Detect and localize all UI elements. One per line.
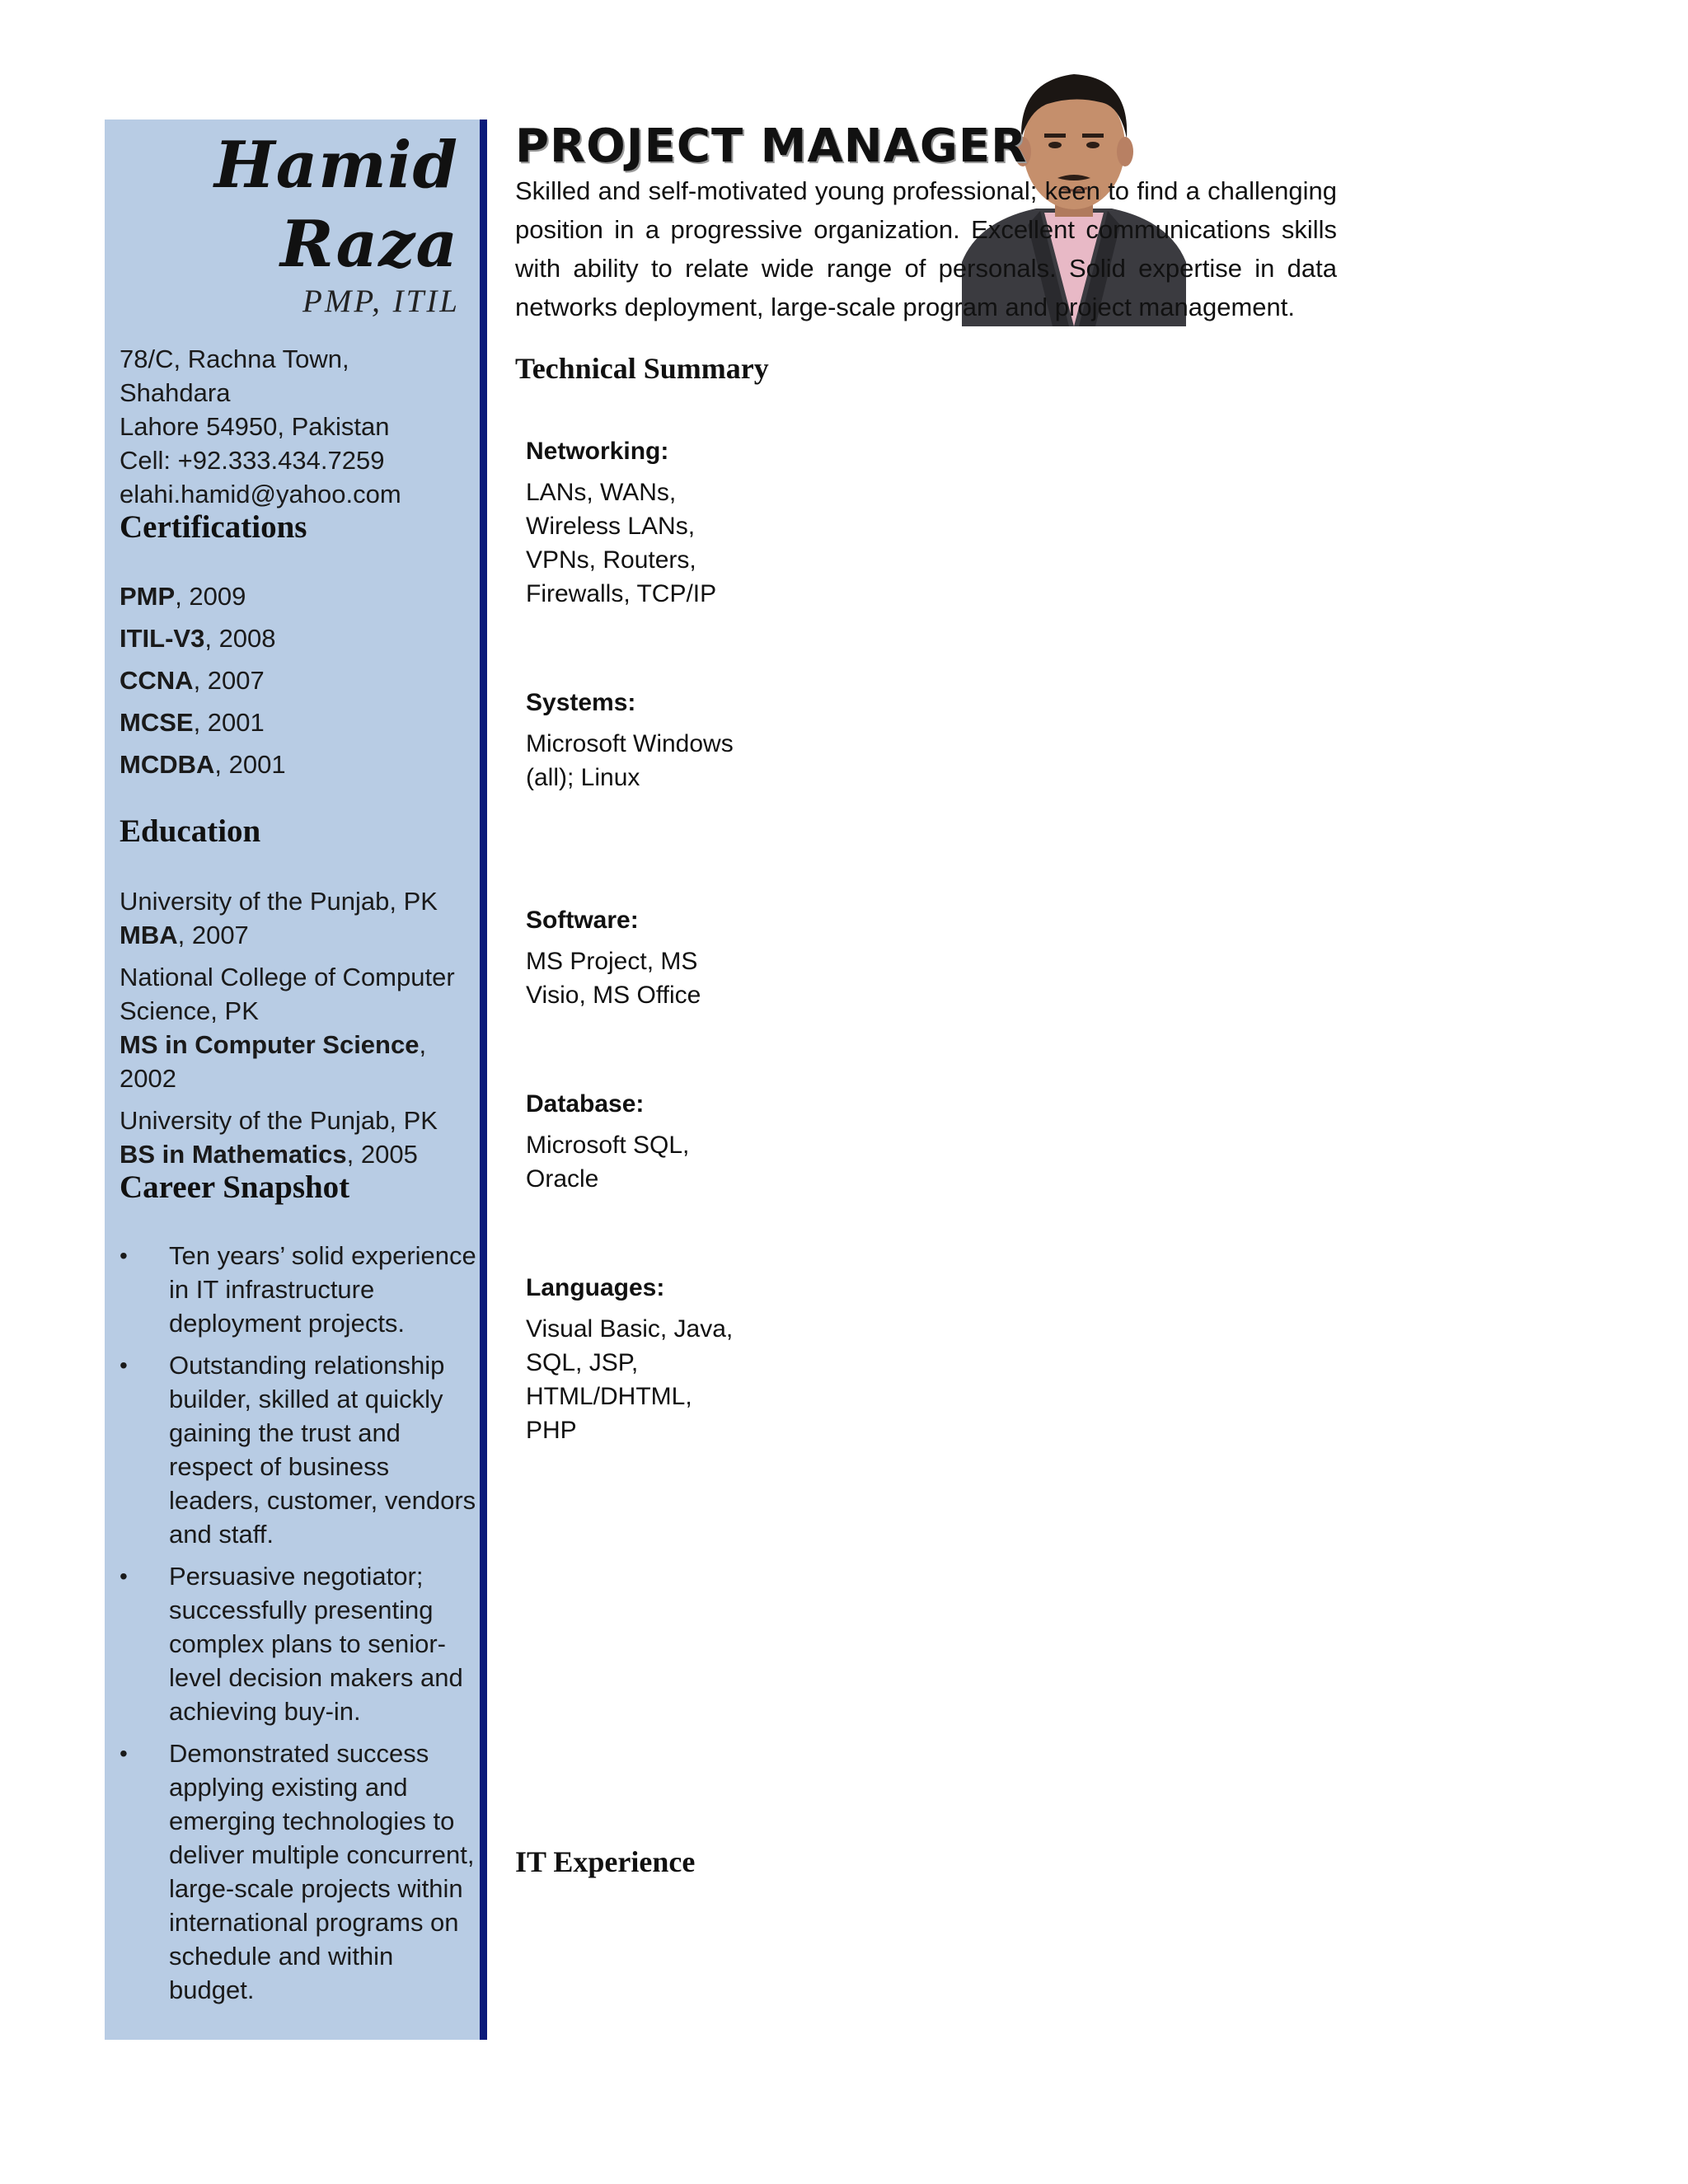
- cert-name: CCNA: [120, 666, 194, 695]
- cert-name: ITIL-V3: [120, 624, 205, 653]
- school: University of the Punjab, PK: [120, 887, 438, 916]
- certifications-list: [120, 579, 466, 790]
- skill-label: Software:: [526, 907, 639, 934]
- skill-label: Systems:: [526, 689, 636, 716]
- skill-value: Microsoft Windows (all); Linux: [526, 730, 734, 791]
- cert-name: PMP: [120, 582, 176, 611]
- skill-networking: [526, 434, 740, 611]
- sidebar: [105, 120, 487, 2040]
- degree: MS in Computer Science: [120, 1030, 420, 1059]
- education-heading: Education: [120, 813, 261, 849]
- degree: BS in Mathematics: [120, 1140, 347, 1169]
- school: National College of Computer Science, PK: [120, 963, 455, 1025]
- education-entry: [120, 1104, 466, 1171]
- cell-phone: Cell: +92.333.434.7259: [120, 446, 385, 475]
- bullet: •: [120, 1352, 128, 1378]
- skill-software: [526, 903, 740, 1012]
- cert-name: MCSE: [120, 708, 194, 737]
- technical-summary-heading: Technical Summary: [515, 352, 769, 385]
- career-list: [120, 1239, 482, 2015]
- candidate-name: [214, 126, 458, 284]
- school: University of the Punjab, PK: [120, 1106, 438, 1135]
- professional-summary: Skilled and self-motivated young professional; keen to find a challenging position in a progressive organization. Excellent communications skills with ability to relate wide range of personals. Solid expertise in data networks deployment, large-scale program and project management.: [515, 176, 1337, 321]
- address-line-2: Lahore 54950, Pakistan: [120, 412, 390, 441]
- education-entry: [120, 960, 466, 1095]
- degree-line: [120, 918, 466, 952]
- career-text: Outstanding relationship builder, skilled at quickly gaining the trust and respect of business leaders, customer, vendors and staff.: [169, 1351, 476, 1549]
- skill-value: MS Project, MS Visio, MS Office: [526, 948, 701, 1009]
- career-text: Persuasive negotiator; successfully presenting complex plans to senior-level decision makers and achieving buy-in.: [169, 1562, 463, 1726]
- address-line-1: 78/C, Rachna Town, Shahdara: [120, 344, 349, 407]
- certification-item: [120, 748, 466, 790]
- education-list: [120, 884, 466, 1179]
- skill-database: [526, 1087, 740, 1196]
- career-item: [120, 1559, 482, 1728]
- skill-value: LANs, WANs, Wireless LANs, VPNs, Routers, Firewalls, TCP/IP: [526, 479, 717, 607]
- degree-line: [120, 1028, 466, 1095]
- cert-year: , 2009: [175, 582, 246, 611]
- skill-systems: [526, 686, 740, 794]
- cert-year: , 2001: [214, 750, 286, 779]
- degree-year: , 2005: [346, 1140, 418, 1169]
- email[interactable]: elahi.hamid@yahoo.com: [120, 480, 401, 509]
- skill-value: Microsoft SQL, Oracle: [526, 1132, 690, 1193]
- skill-languages: [526, 1271, 740, 1447]
- career-item: [120, 1736, 482, 2007]
- career-item: [120, 1348, 482, 1551]
- degree-year: , 2002: [120, 1030, 427, 1093]
- bullet: •: [120, 1741, 128, 1766]
- career-text: Ten years’ solid experience in IT infrastructure deployment projects.: [169, 1241, 476, 1338]
- skill-label: Database:: [526, 1090, 645, 1118]
- skill-label: Languages:: [526, 1274, 665, 1301]
- certification-item: [120, 663, 466, 705]
- career-heading: Career Snapshot: [120, 1169, 350, 1205]
- career-text: Demonstrated success applying existing and emerging technologies to deliver multiple concurrent, large-scale projects within international programs on schedule and within budget.: [169, 1739, 475, 2004]
- bullet: •: [120, 1563, 128, 1589]
- certification-item: [120, 579, 466, 621]
- degree-year: , 2007: [177, 921, 249, 949]
- degree-line: [120, 1137, 466, 1171]
- contact-info: [120, 342, 466, 511]
- cert-year: , 2001: [193, 708, 265, 737]
- bullet: •: [120, 1243, 128, 1268]
- it-experience-heading: IT Experience: [515, 1845, 696, 1878]
- degree: MBA: [120, 921, 178, 949]
- cert-year: , 2008: [204, 624, 276, 653]
- cert-year: , 2007: [193, 666, 265, 695]
- first-name: Hamid: [214, 128, 458, 203]
- career-item: [120, 1239, 482, 1340]
- certification-item: [120, 621, 466, 663]
- cert-name: MCDBA: [120, 750, 215, 779]
- skill-label: Networking:: [526, 438, 669, 465]
- page-title: PROJECT MANAGER: [515, 120, 1028, 173]
- credentials: PMP, ITIL: [302, 284, 460, 319]
- last-name: Raza: [280, 207, 458, 282]
- education-entry: [120, 884, 466, 952]
- skill-value: Visual Basic, Java, SQL, JSP, HTML/DHTML, PHP: [526, 1315, 734, 1444]
- certifications-heading: Certifications: [120, 509, 307, 545]
- certification-item: [120, 705, 466, 748]
